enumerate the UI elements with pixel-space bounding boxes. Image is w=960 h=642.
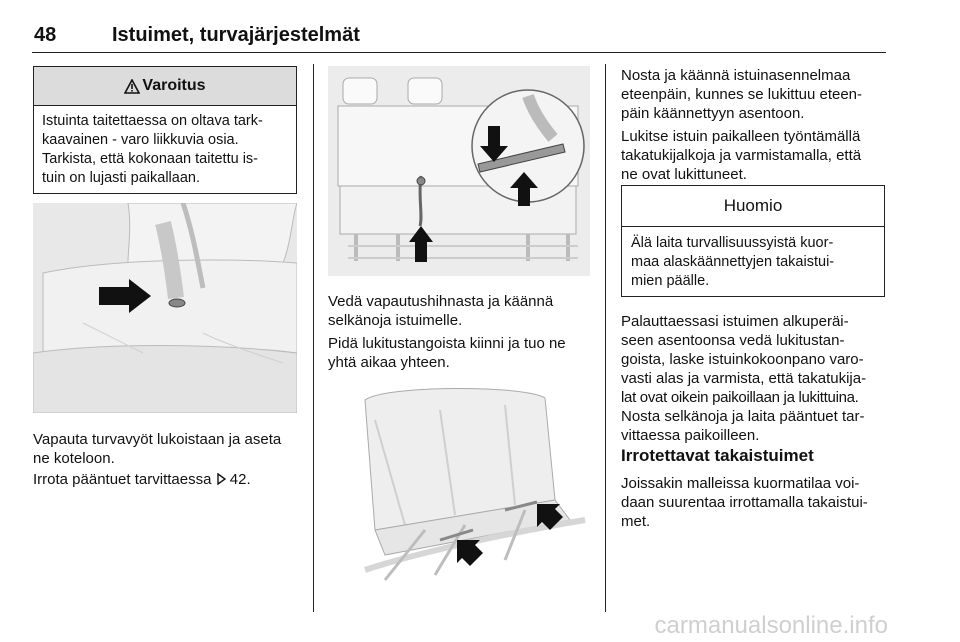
text-line: Pidä lukitustangoista kiinni ja tuo ne [328,335,566,352]
note-line: maa alaskäännettyjen takaistui- [631,254,835,270]
text-line: Palauttaessasi istuimen alkuperäi- [621,313,849,330]
text-line: vittaessa paikoilleen. [621,427,760,444]
text-line: Nosta ja käännä istuinasennelmaa [621,67,851,84]
text-line: päin käännettyyn asentoon. [621,105,805,122]
paragraph [621,312,889,445]
note-line: mien päälle. [631,273,710,289]
warning-text [34,106,296,194]
text-line: Irrota pääntuet tarvittaessa [33,471,216,488]
text-line: Vapauta turvavyöt lukoistaan ja aseta [33,431,282,448]
note-box [621,185,885,297]
text-line: selkänoja istuimelle. [328,312,463,329]
warning-header [34,67,296,106]
section-heading: Irrotettavat takaistuimet [621,446,814,465]
text-line: Joissakin malleissa kuormatilaa voi- [621,475,860,492]
paragraph [621,127,861,184]
warning-line: Istuinta taitettaessa on oltava tark- [42,113,263,129]
warning-title: Varoitus [142,77,206,94]
note-title: Huomio [622,186,884,227]
text-line: eteenpäin, kunnes se lukittuu eteen- [621,86,863,103]
text-line: goista, laske istuinkokoonpano varo- [621,351,864,368]
paragraph [33,430,281,468]
text-line: Lukitse istuin paikalleen työntämällä [621,128,861,145]
text-line: daan suurentaa irrottamalla takaistui- [621,494,868,511]
page-number: 48 [34,24,57,46]
text-line: lat ovat oikein paikoillaan ja lukittuina. [621,389,859,406]
note-text [622,227,884,298]
paragraph [328,334,566,372]
paragraph [621,66,862,123]
text-line: ne koteloon. [33,450,115,467]
paragraph [621,474,868,531]
warning-line: tuin on lujasti paikallaan. [42,170,200,186]
warning-line: kaavainen - varo liikkuvia osia. [42,132,239,148]
text-line: seen asentoonsa vedä lukitustan- [621,332,845,349]
note-line: Älä laita turvallisuussyistä kuor- [631,235,834,251]
warning-box [33,66,297,194]
column-divider [313,64,314,612]
text-line: ne ovat lukittuneet. [621,166,747,183]
text-line: Vedä vapautushihnasta ja käännä [328,293,554,310]
text-line: met. [621,513,651,530]
warning-line: Tarkista, että kokonaan taitettu is- [42,151,258,167]
warning-triangle-icon [124,79,140,94]
text-line: Nosta selkänoja ja laita pääntuet tar- [621,408,865,425]
page-title: Istuimet, turvajärjestelmät [112,24,360,46]
text-line: yhtä aikaa yhteen. [328,354,450,371]
column-divider [605,64,606,612]
seat-folding-illustration [345,380,591,588]
page-reference: 42. [229,471,251,488]
paragraph [328,292,553,330]
watermark: carmanualsonline.info [654,612,888,639]
text-line: vasti alas ja varmista, että takatukija- [621,370,867,387]
seatbelt-buckle-illustration [33,203,297,413]
text-line: takatukijalkoja ja varmistamalla, että [621,147,862,164]
reference-arrow-icon [216,473,226,485]
seat-release-illustration [328,66,590,276]
page-header [32,18,886,53]
paragraph [33,470,251,489]
